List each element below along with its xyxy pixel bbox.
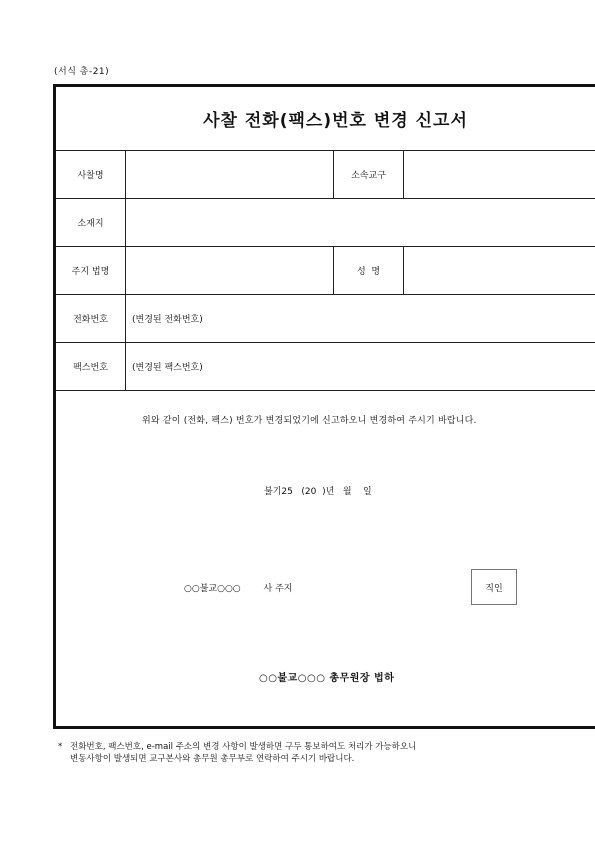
seal-label: 직인 xyxy=(485,583,503,594)
row-phone xyxy=(56,295,595,343)
temple-name-label: 사찰명 xyxy=(56,151,126,198)
applicant-line: ○○불교○○○ 사 주지 xyxy=(184,584,293,594)
request-statement: 위와 같이 (전화, 팩스) 번호가 변경되었기에 신고하오니 변경하여 주시기 바랍니다. xyxy=(142,416,477,426)
temple-name-field[interactable] xyxy=(126,151,334,198)
addressee: ○○불교○○○ 총무원장 법하 xyxy=(259,673,395,684)
fax-label: 팩스번호 xyxy=(56,343,126,390)
official-seal-box xyxy=(471,569,517,605)
diocese-label: 소속교구 xyxy=(334,151,404,198)
footnote-line-2: 변동사항이 발생되면 교구본사와 총무원 총무부로 연락하여 주시기 바랍니다. xyxy=(70,754,355,764)
abbot-full-name-field[interactable] xyxy=(404,247,595,294)
footnote-mark: * xyxy=(58,742,63,752)
address-label: 소재지 xyxy=(56,199,126,246)
abbot-dharma-name-field[interactable] xyxy=(126,247,334,294)
row-fax xyxy=(56,343,595,391)
phone-field[interactable]: (변경된 전화번호) xyxy=(132,315,203,325)
phone-label: 전화번호 xyxy=(56,295,126,342)
diocese-field[interactable] xyxy=(404,151,595,198)
abbot-full-name-label: 성 명 xyxy=(334,247,404,294)
abbot-dharma-name-label: 주지 법명 xyxy=(56,247,126,294)
form-title: 사찰 전화(팩스)번호 변경 신고서 xyxy=(56,87,595,151)
address-field[interactable] xyxy=(126,199,595,246)
row-abbot xyxy=(56,247,595,295)
row-temple-name xyxy=(56,151,595,199)
footnote-line-1: 전화번호, 팩스번호, e-mail 주소의 변경 사항이 발생하면 구두 통보하여도 처리가 가능하오니 xyxy=(70,742,417,752)
fax-field[interactable]: (변경된 팩스번호) xyxy=(132,363,203,373)
form-frame xyxy=(53,84,595,729)
footnote xyxy=(58,741,528,765)
row-address xyxy=(56,199,595,247)
date-line: 불기25 (20 )년 월 일 xyxy=(264,487,372,497)
form-number: (서식 총-21) xyxy=(54,67,110,77)
